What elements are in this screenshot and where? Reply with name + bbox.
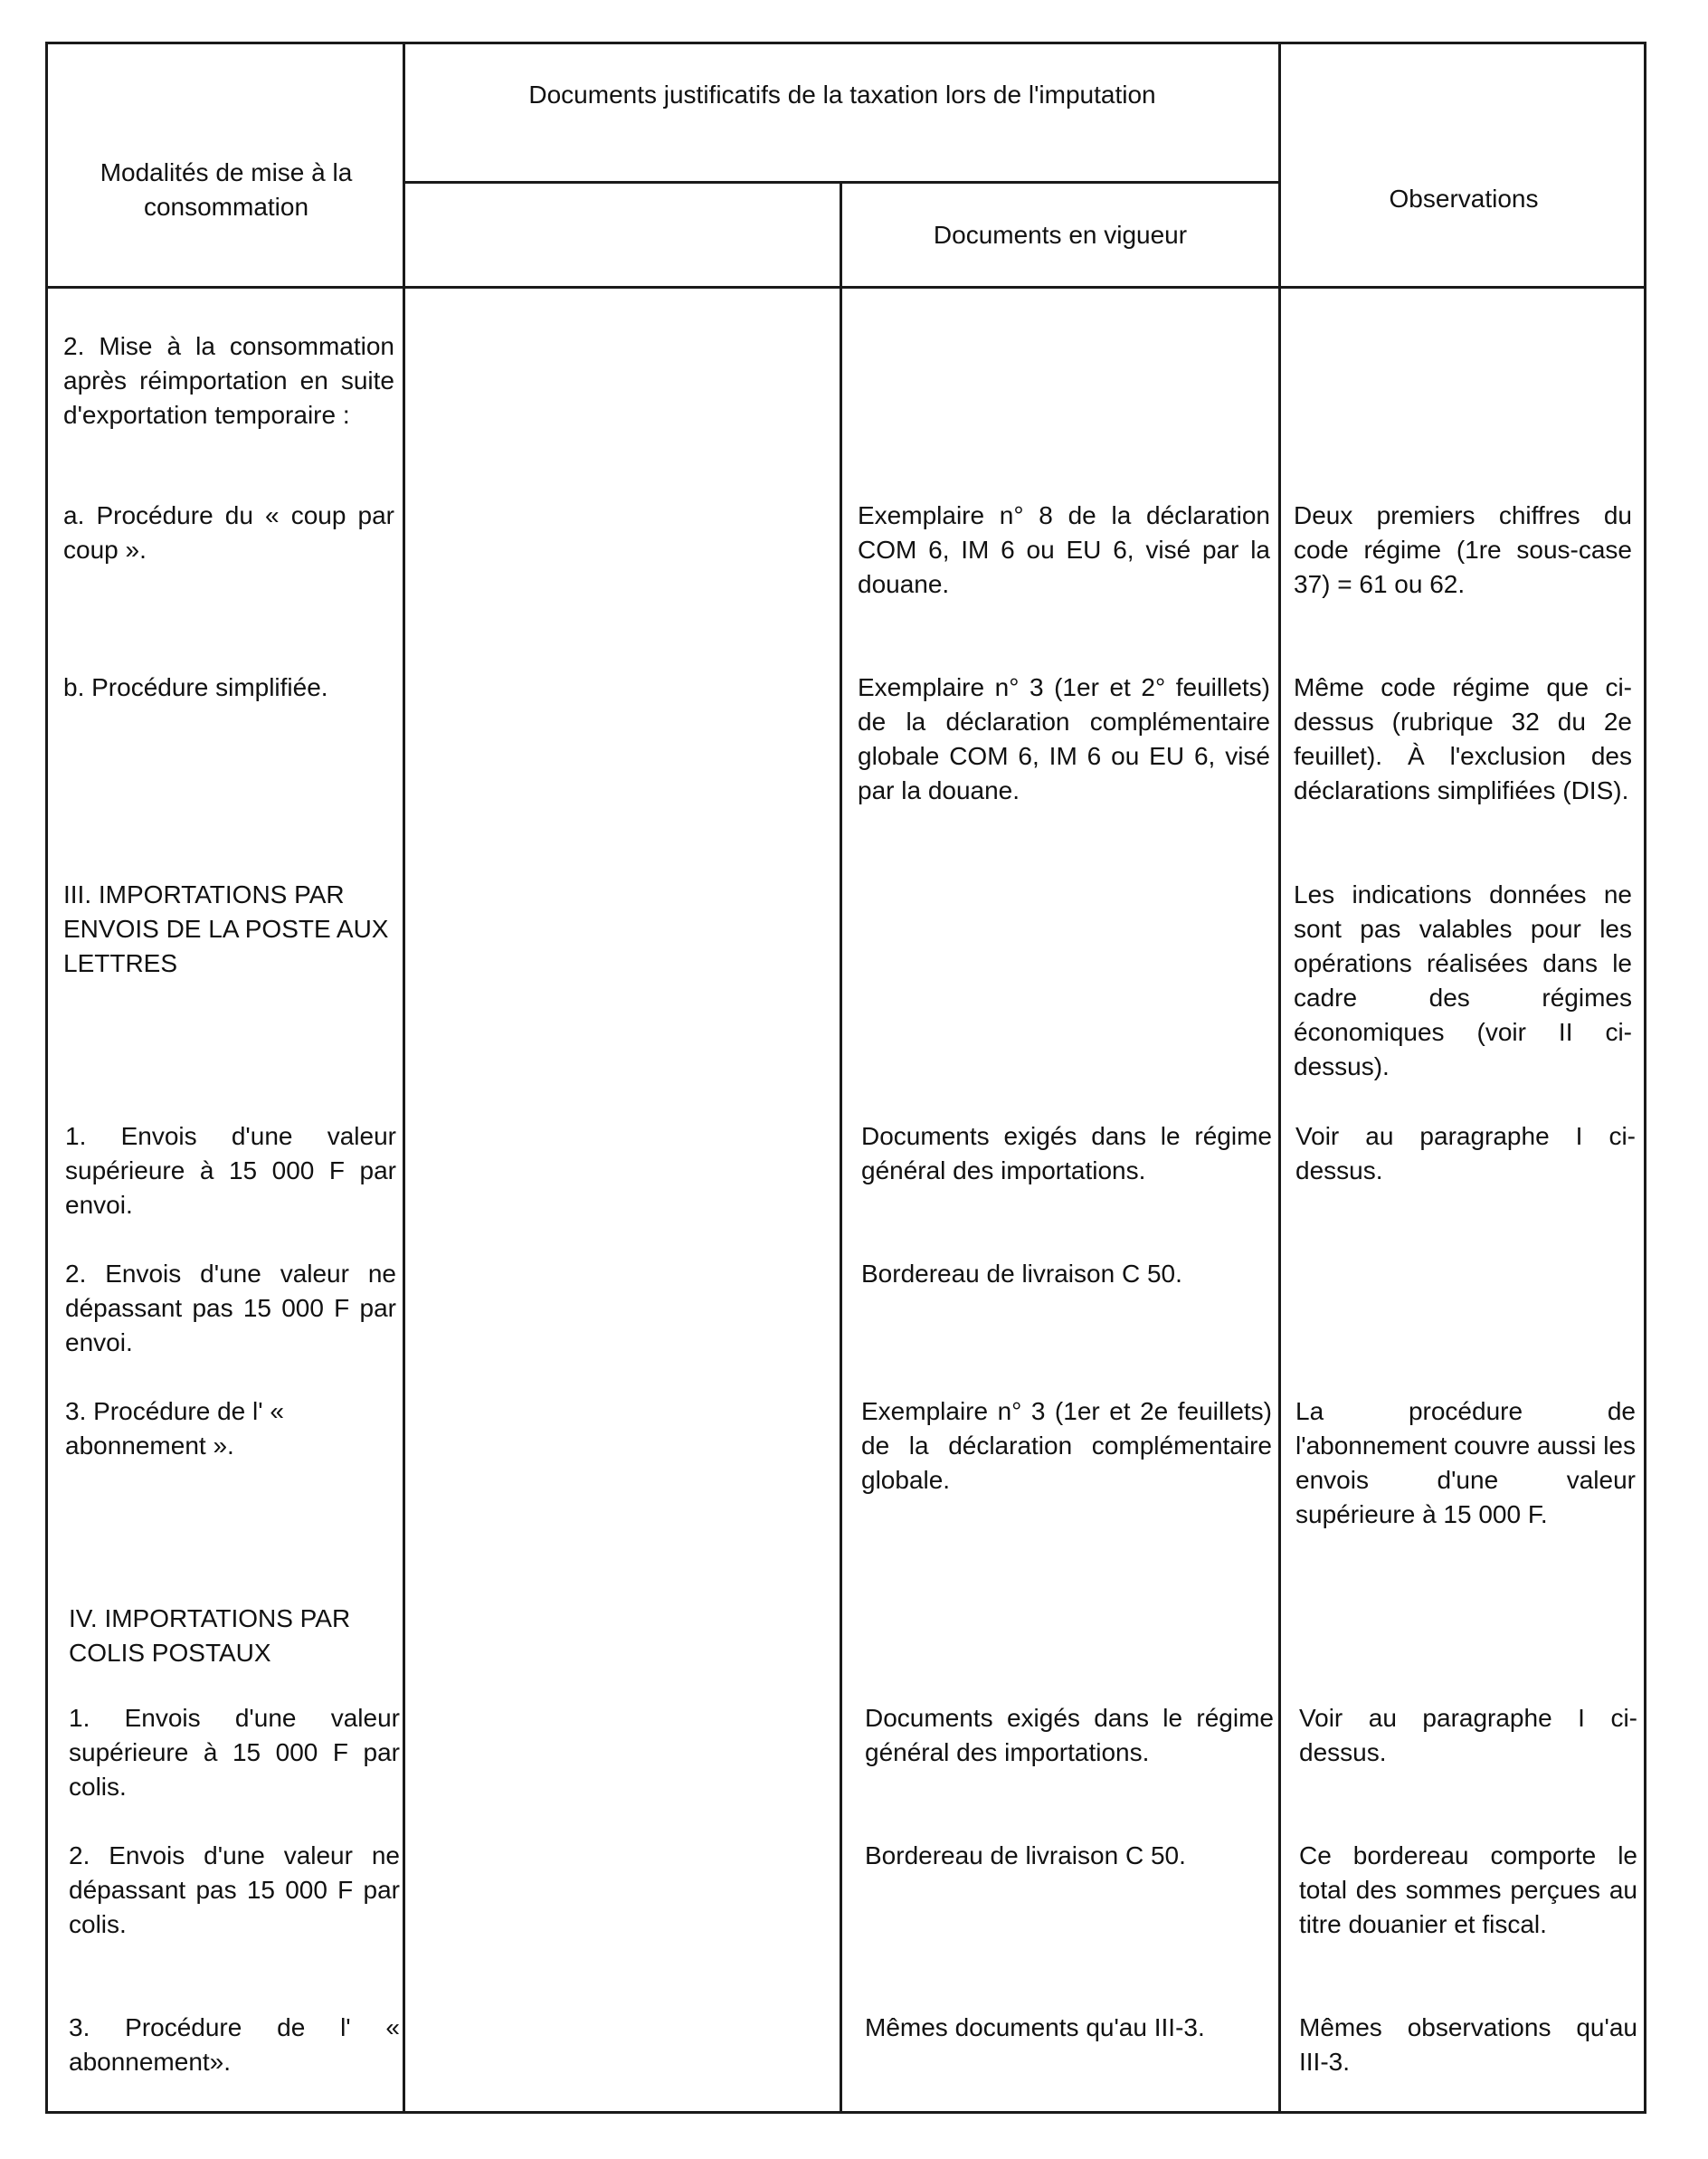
header-documents-en-vigueur-text: Documents en vigueur [933, 221, 1188, 249]
row-11-document [863, 2011, 1276, 2045]
header-documents-group [407, 72, 1277, 118]
row-9-modalite [67, 1701, 402, 1804]
row-11-modalite-text: 3. Procédure de l' « abonnement». [69, 2013, 400, 2076]
row-9-modalite-text: 1. Envois d'une valeur supérieure à 15 000 F par colis. [69, 1704, 400, 1801]
header-documents-sub-blank [407, 185, 838, 285]
row-1-modalite-text: 2. Mise à la consommation après réimportation en suite d'exportation temporaire : [63, 332, 394, 429]
row-10-modalite [67, 1839, 402, 1942]
row-2-document-text: Exemplaire n° 8 de la déclaration COM 6, IM 6 ou EU 6, visé par la douane. [858, 501, 1270, 598]
header-documents-en-vigueur [844, 213, 1276, 258]
row-5-modalite [63, 1119, 398, 1222]
header-modalites-text: Modalités de mise à la consommation [100, 158, 353, 221]
row-9-observation [1297, 1701, 1639, 1770]
row-7-observation-text: La procédure de l'abonnement couvre aussi les envois d'une valeur supérieure à 15 000 F. [1295, 1397, 1636, 1528]
header-observations [1283, 176, 1645, 222]
row-10-document [863, 1839, 1276, 1873]
row-7-document-text: Exemplaire n° 3 (1er et 2e feuillets) de la déclaration complémentaire globale. [861, 1397, 1272, 1494]
row-5-document [859, 1119, 1274, 1188]
row-2-observation-text: Deux premiers chiffres du code régime (1re sous-case 37) = 61 ou 62. [1294, 501, 1632, 598]
row-11-observation-text: Mêmes observations qu'au III-3. [1299, 2013, 1637, 2076]
row-6-document [859, 1257, 1274, 1291]
row-11-document-text: Mêmes documents qu'au III-3. [865, 2013, 1205, 2041]
row-10-observation-text: Ce bordereau comporte le total des sommes perçues au titre douanier et fiscal. [1299, 1841, 1637, 1938]
row-7-modalite [63, 1394, 335, 1463]
row-4-observation-text: Les indications données ne sont pas valables pour les opérations réalisées dans le cadre des régimes économiques (voir II ci-dessus). [1294, 880, 1632, 1080]
header-divider [403, 181, 1280, 184]
row-9-document [863, 1701, 1276, 1770]
row-3-modalite-text: b. Procédure simplifiée. [63, 673, 328, 701]
row-11-observation [1297, 2011, 1639, 2079]
row-6-modalite-text: 2. Envois d'une valeur ne dépassant pas 15 000 F par envoi. [65, 1260, 396, 1356]
row-1-modalite [62, 329, 396, 433]
row-3-modalite [62, 671, 396, 705]
row-7-modalite-text: 3. Procédure de l' « abonnement ». [65, 1397, 284, 1460]
header-bottom-rule [45, 286, 1646, 289]
row-3-observation-text: Même code régime que ci-dessus (rubrique 32 du 2e feuillet). À l'exclusion des déclarations simplifiées (DIS). [1294, 673, 1632, 804]
row-3-observation [1292, 671, 1634, 808]
row-5-document-text: Documents exigés dans le régime général des importations. [861, 1122, 1272, 1184]
row-11-modalite [67, 2011, 402, 2079]
row-10-document-text: Bordereau de livraison C 50. [865, 1841, 1186, 1869]
row-2-modalite-text: a. Procédure du « coup par coup ». [63, 501, 394, 564]
row-3-document-text: Exemplaire n° 3 (1er et 2° feuillets) de la déclaration complémentaire globale COM 6, IM 6 ou EU 6, visé par la douane. [858, 673, 1270, 804]
row-4-observation [1292, 878, 1634, 1084]
row-5-observation [1294, 1119, 1637, 1188]
header-documents-group-text: Documents justificatifs de la taxation lors de l'imputation [528, 81, 1156, 109]
row-2-observation [1292, 499, 1634, 602]
row-6-modalite [63, 1257, 398, 1360]
row-2-document [856, 499, 1272, 602]
row-8-modalite [67, 1602, 365, 1670]
header-observations-text: Observations [1389, 185, 1539, 213]
row-9-observation-text: Voir au paragraphe I ci-dessus. [1299, 1704, 1637, 1766]
row-6-document-text: Bordereau de livraison C 50. [861, 1260, 1182, 1288]
row-10-modalite-text: 2. Envois d'une valeur ne dépassant pas 15 000 F par colis. [69, 1841, 400, 1938]
row-4-modalite-text: III. IMPORTATIONS PAR ENVOIS DE LA POSTE AUX LETTRES [63, 880, 389, 977]
row-7-document [859, 1394, 1274, 1498]
column-divider [1278, 42, 1281, 2114]
row-5-observation-text: Voir au paragraphe I ci-dessus. [1295, 1122, 1636, 1184]
row-3-document [856, 671, 1272, 808]
row-4-modalite [62, 878, 396, 981]
row-8-modalite-text: IV. IMPORTATIONS PAR COLIS POSTAUX [69, 1604, 351, 1667]
row-9-document-text: Documents exigés dans le régime général des importations. [865, 1704, 1274, 1766]
row-7-observation [1294, 1394, 1637, 1532]
header-modalites [81, 136, 371, 244]
row-5-modalite-text: 1. Envois d'une valeur supérieure à 15 000 F par envoi. [65, 1122, 396, 1219]
column-divider [840, 181, 842, 2114]
row-2-modalite [62, 499, 396, 567]
row-10-observation [1297, 1839, 1639, 1942]
column-divider [403, 42, 405, 2114]
